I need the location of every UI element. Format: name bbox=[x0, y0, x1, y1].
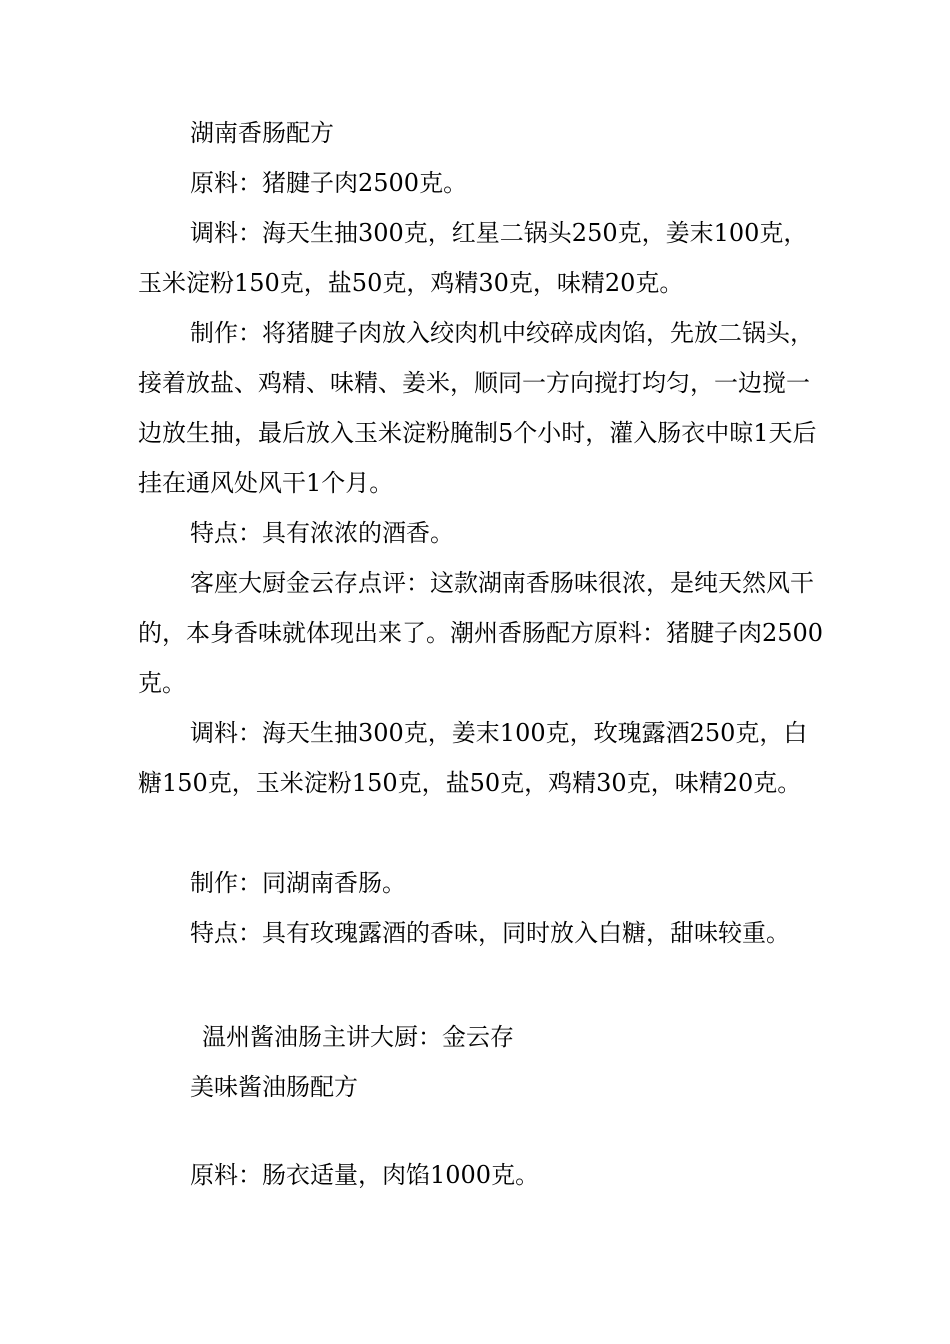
paragraph-ingredients: 原料：猪腱子肉2500克。 bbox=[190, 169, 468, 197]
paragraph-seasoning: 调料：海天生抽300克，红星二锅头250克，姜末100克，玉米淀粉150克，盐50克，鸡精30克，味精20克。 bbox=[138, 219, 808, 297]
paragraph-chef-comment: 客座大厨金云存点评：这款湖南香肠味很浓，是纯天然风干的，本身香味就体现出来了。潮州香肠配方原料：猪腱子肉2500克。 bbox=[138, 569, 824, 697]
paragraph-method: 制作：将猪腱子肉放入绞肉机中绞碎成肉馅，先放二锅头，接着放盐、鸡精、味精、姜米，顺同一方向搅打均匀，一边搅一边放生抽，最后放入玉米淀粉腌制5个小时，灌入肠衣中晾1天后挂在通风处风干1个月。 bbox=[138, 319, 817, 497]
paragraph-method-chaozhou: 制作：同湖南香肠。 bbox=[190, 869, 406, 897]
section-heading-wenzhou: 温州酱油肠主讲大厨：金云存 bbox=[202, 1023, 514, 1051]
paragraph-feature: 特点：具有浓浓的酒香。 bbox=[190, 519, 454, 547]
section-title-soy-sausage: 美味酱油肠配方 bbox=[190, 1073, 358, 1101]
paragraph-ingredients-soy-sausage: 原料：肠衣适量，肉馅1000克。 bbox=[190, 1161, 540, 1189]
paragraph-feature-chaozhou: 特点：具有玫瑰露酒的香味，同时放入白糖，甜味较重。 bbox=[190, 919, 790, 947]
section-title-hunan-sausage: 湖南香肠配方 bbox=[190, 119, 334, 147]
paragraph-seasoning-chaozhou: 调料：海天生抽300克，姜末100克，玫瑰露酒250克，白糖150克，玉米淀粉150克，盐50克，鸡精30克，味精20克。 bbox=[138, 719, 808, 797]
